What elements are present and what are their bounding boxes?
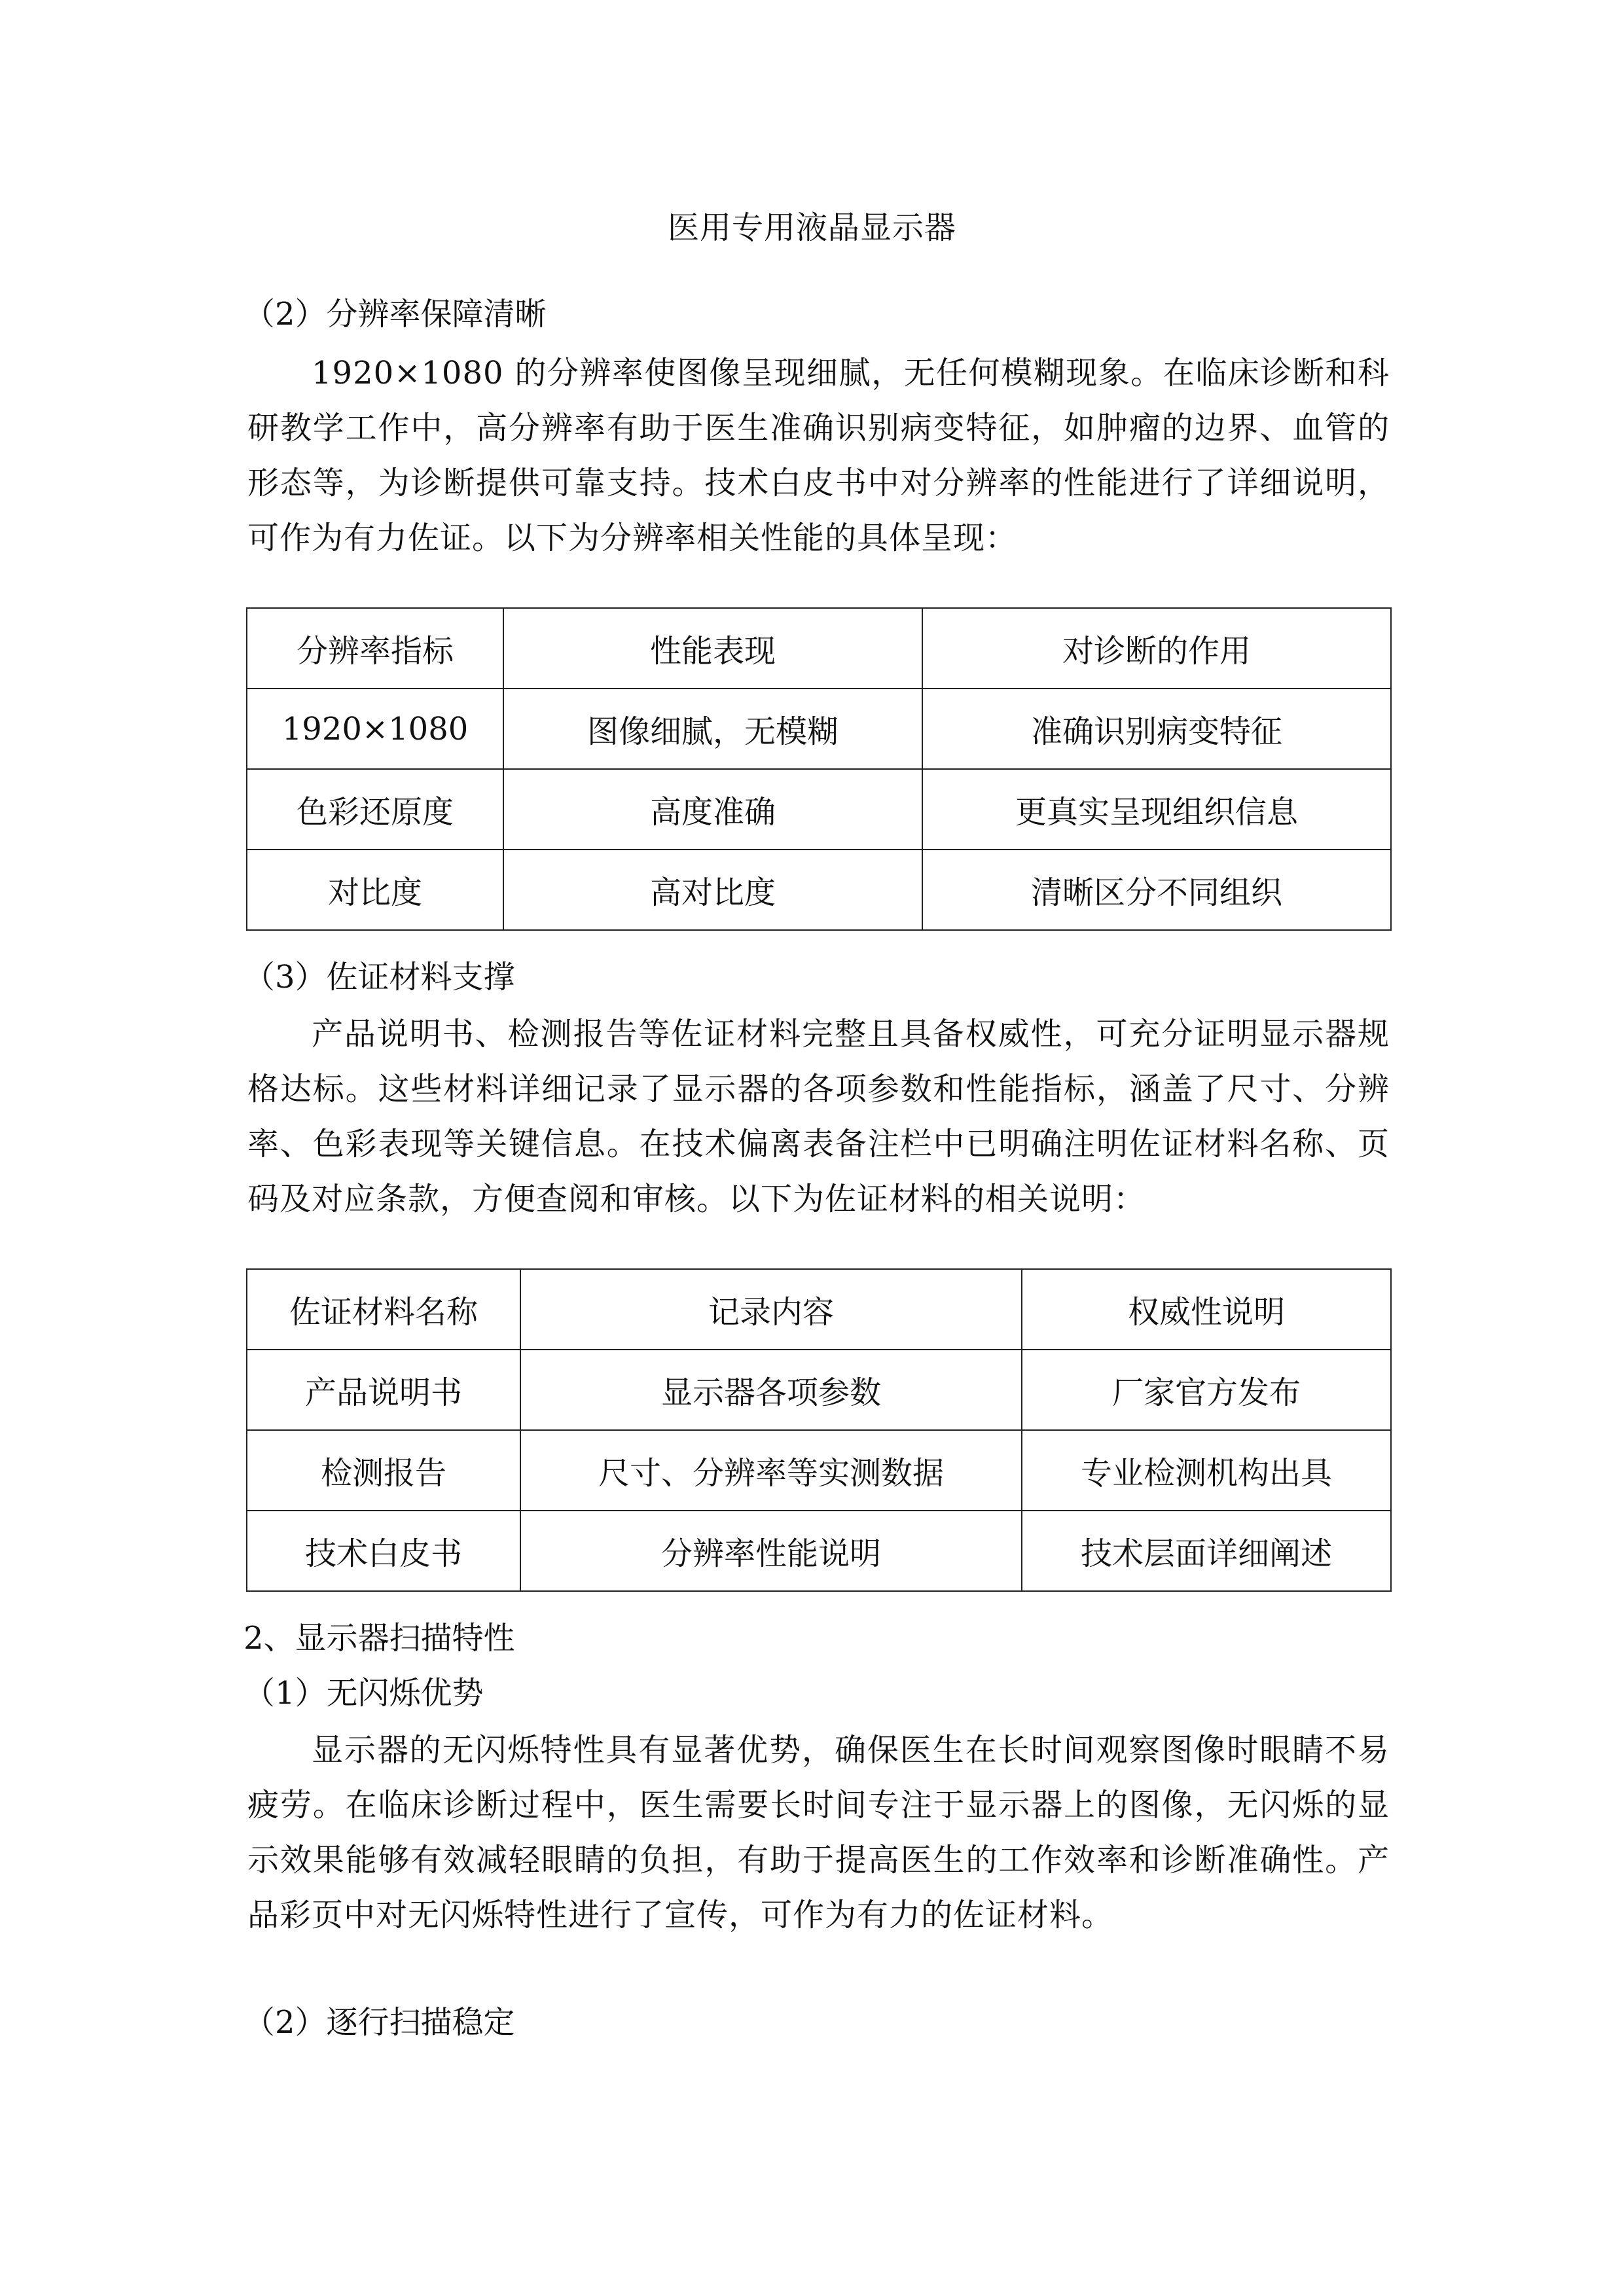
table-cell: 分辨率性能说明 xyxy=(520,1511,1022,1591)
evidence-table xyxy=(246,1268,1392,1592)
table-cell: 技术层面详细阐述 xyxy=(1022,1511,1391,1591)
table-cell: 检测报告 xyxy=(247,1430,520,1511)
page-title: 医用专用液晶显示器 xyxy=(667,209,956,246)
table-row xyxy=(247,850,1391,930)
table-cell: 技术白皮书 xyxy=(247,1511,520,1591)
table-header-cell: 佐证材料名称 xyxy=(247,1269,520,1350)
table-cell: 图像细腻，无模糊 xyxy=(503,689,922,769)
table-cell: 产品说明书 xyxy=(247,1350,520,1430)
table-header-cell: 对诊断的作用 xyxy=(922,608,1391,689)
section-heading-scanning: 2、显示器扫描特性 xyxy=(244,1620,515,1657)
paragraph-resolution: 1920×1080 的分辨率使图像呈现细腻，无任何模糊现象。在临床诊断和科研教学工作中，高分辨率有助于医生准确识别病变特征，如肿瘤的边界、血管的形态等，为诊断提供可靠支持。技术白皮书中对分辨率的性能进行了详细说明，可作为有力佐证。以下为分辨率相关性能的具体呈现： xyxy=(247,355,1390,556)
table-cell: 1920×1080 xyxy=(247,689,503,769)
table-cell: 尺寸、分辨率等实测数据 xyxy=(520,1430,1022,1511)
table-row xyxy=(247,689,1391,769)
table-row xyxy=(247,1350,1391,1430)
table-cell: 高对比度 xyxy=(503,850,922,930)
paragraph-flicker-free: 显示器的无闪烁特性具有显著优势，确保医生在长时间观察图像时眼睛不易疲劳。在临床诊断过程中，医生需要长时间专注于显示器上的图像，无闪烁的显示效果能够有效减轻眼睛的负担，有助于提高医生的工作效率和诊断准确性。产品彩页中对无闪烁特性进行了宣传，可作为有力的佐证材料。 xyxy=(247,1732,1390,1933)
table-row xyxy=(247,1430,1391,1511)
table-cell: 更真实呈现组织信息 xyxy=(922,769,1391,850)
section-heading-resolution: （2）分辨率保障清晰 xyxy=(244,296,547,332)
table-row xyxy=(247,769,1391,850)
table-cell: 对比度 xyxy=(247,850,503,930)
table-cell: 专业检测机构出具 xyxy=(1022,1430,1391,1511)
subsection-heading-flicker-free: （1）无闪烁优势 xyxy=(244,1675,484,1712)
table-cell: 清晰区分不同组织 xyxy=(922,850,1391,930)
table-header-row xyxy=(247,1269,1391,1350)
table-cell: 高度准确 xyxy=(503,769,922,850)
table-header-row xyxy=(247,608,1391,689)
table-cell: 色彩还原度 xyxy=(247,769,503,850)
table-header-cell: 分辨率指标 xyxy=(247,608,503,689)
section-heading-evidence: （3）佐证材料支撑 xyxy=(244,959,515,996)
table-cell: 准确识别病变特征 xyxy=(922,689,1391,769)
table-cell: 厂家官方发布 xyxy=(1022,1350,1391,1430)
table-cell: 显示器各项参数 xyxy=(520,1350,1022,1430)
table-header-cell: 性能表现 xyxy=(503,608,922,689)
table-header-cell: 记录内容 xyxy=(520,1269,1022,1350)
table-header-cell: 权威性说明 xyxy=(1022,1269,1391,1350)
paragraph-evidence: 产品说明书、检测报告等佐证材料完整且具备权威性，可充分证明显示器规格达标。这些材料详细记录了显示器的各项参数和性能指标，涵盖了尺寸、分辨率、色彩表现等关键信息。在技术偏离表备注栏中已明确注明佐证材料名称、页码及对应条款，方便查阅和审核。以下为佐证材料的相关说明： xyxy=(247,1016,1390,1217)
table-row xyxy=(247,1511,1391,1591)
subsection-heading-progressive-scan: （2）逐行扫描稳定 xyxy=(244,2004,515,2041)
resolution-table xyxy=(246,607,1392,931)
